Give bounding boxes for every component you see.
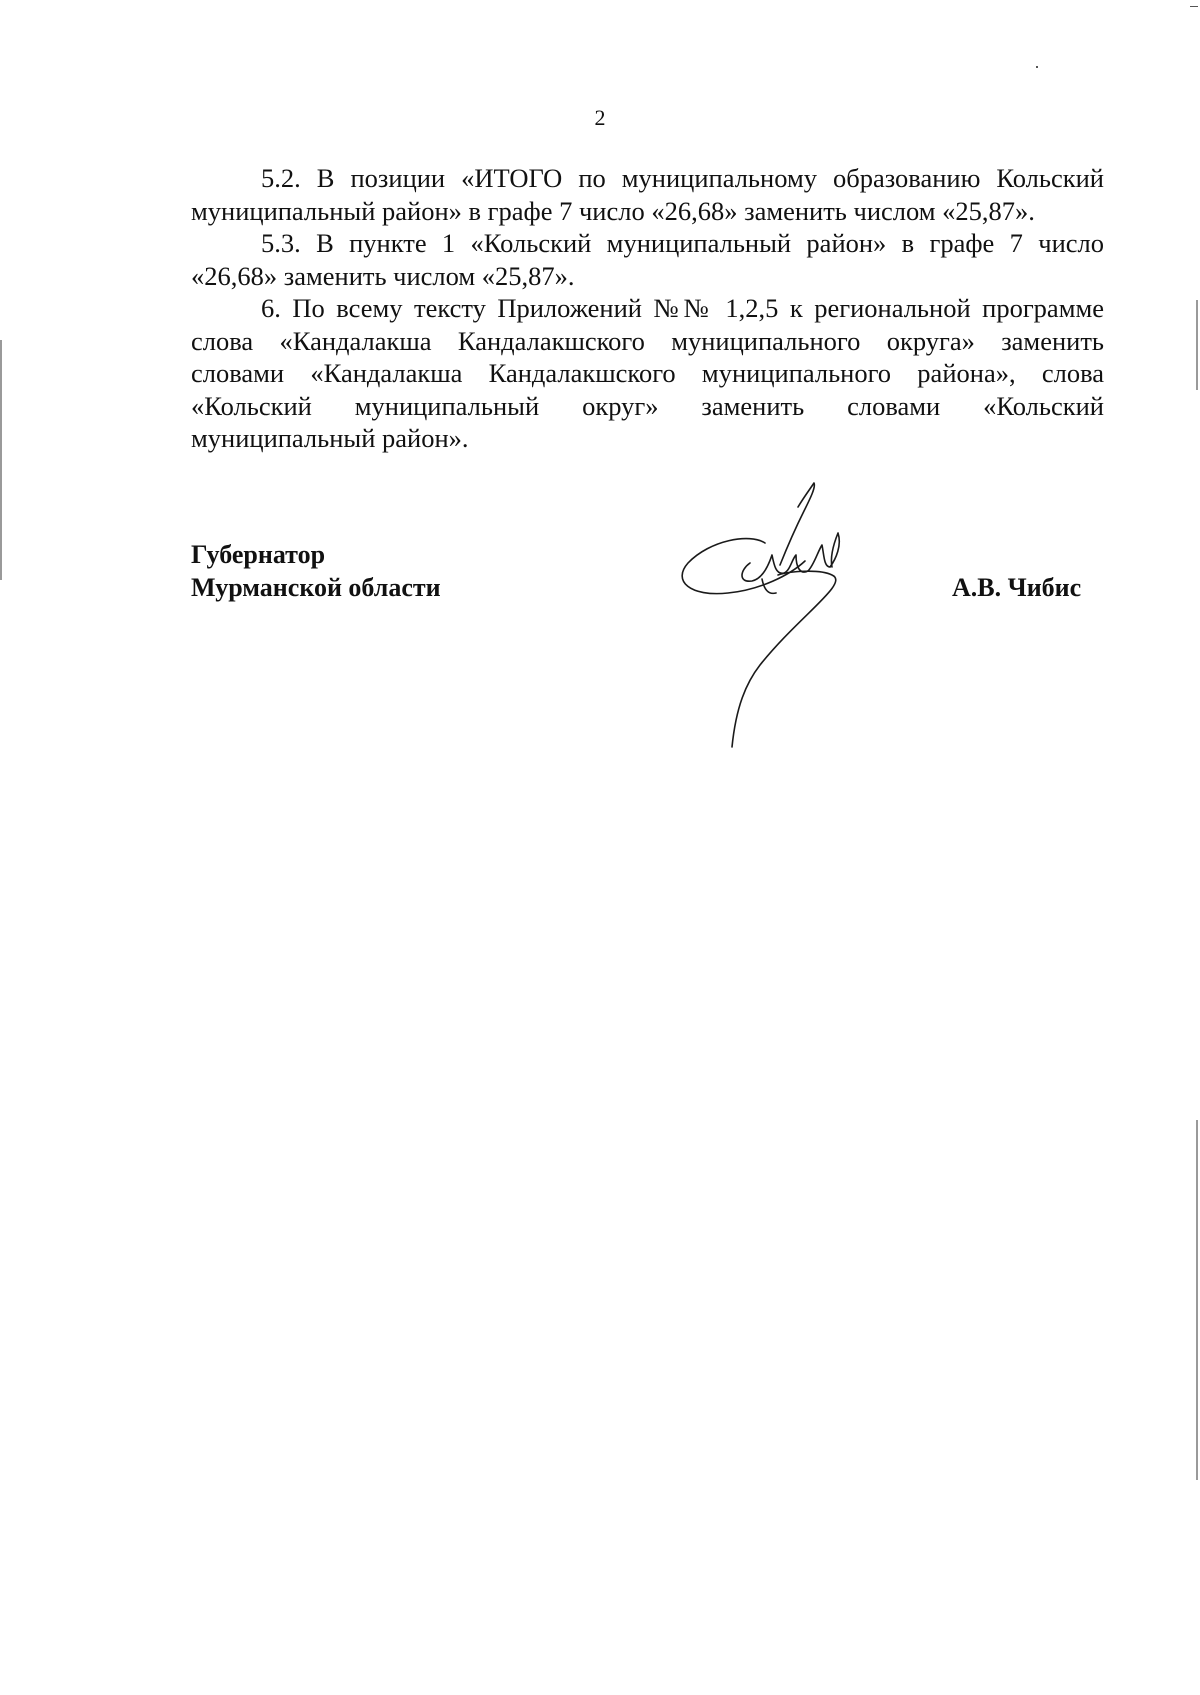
- paragraph-6: 6. По всему тексту Приложений №№ 1,2,5 к региональной программе слова «Кандалакша Кандалакшского муниципального округа» заменить словами «Кандалакша Кандалакшского муниципального района», слова «Кольский муниципальный округ» заменить словами «Кольский муниципальный район».: [191, 293, 1104, 453]
- scan-edge-right-top: [1196, 300, 1198, 390]
- signatory-region: Мурманской области: [191, 573, 441, 602]
- scan-edge-left: [0, 340, 2, 580]
- signer-name: А.В. Чибис: [952, 573, 1082, 602]
- paragraph-5-3: 5.3. В пункте 1 «Кольский муниципальный район» в графе 7 число «26,68» заменить числом «25,87».: [191, 228, 1104, 291]
- document-body: [191, 162, 1104, 455]
- scan-speck-corner: [1190, 6, 1198, 7]
- page-number: 2: [594, 105, 606, 130]
- paragraph-5-2: 5.2. В позиции «ИТОГО по муниципальному образованию Кольский муниципальный район» в графе 7 число «26,68» заменить числом «25,87».: [191, 163, 1104, 226]
- scan-edge-right-bottom: [1196, 1120, 1198, 1480]
- scan-speck: [1036, 66, 1038, 68]
- handwritten-signature: [680, 475, 900, 755]
- signatory-title: Губернатор: [191, 540, 326, 569]
- signatory-position: [191, 538, 441, 604]
